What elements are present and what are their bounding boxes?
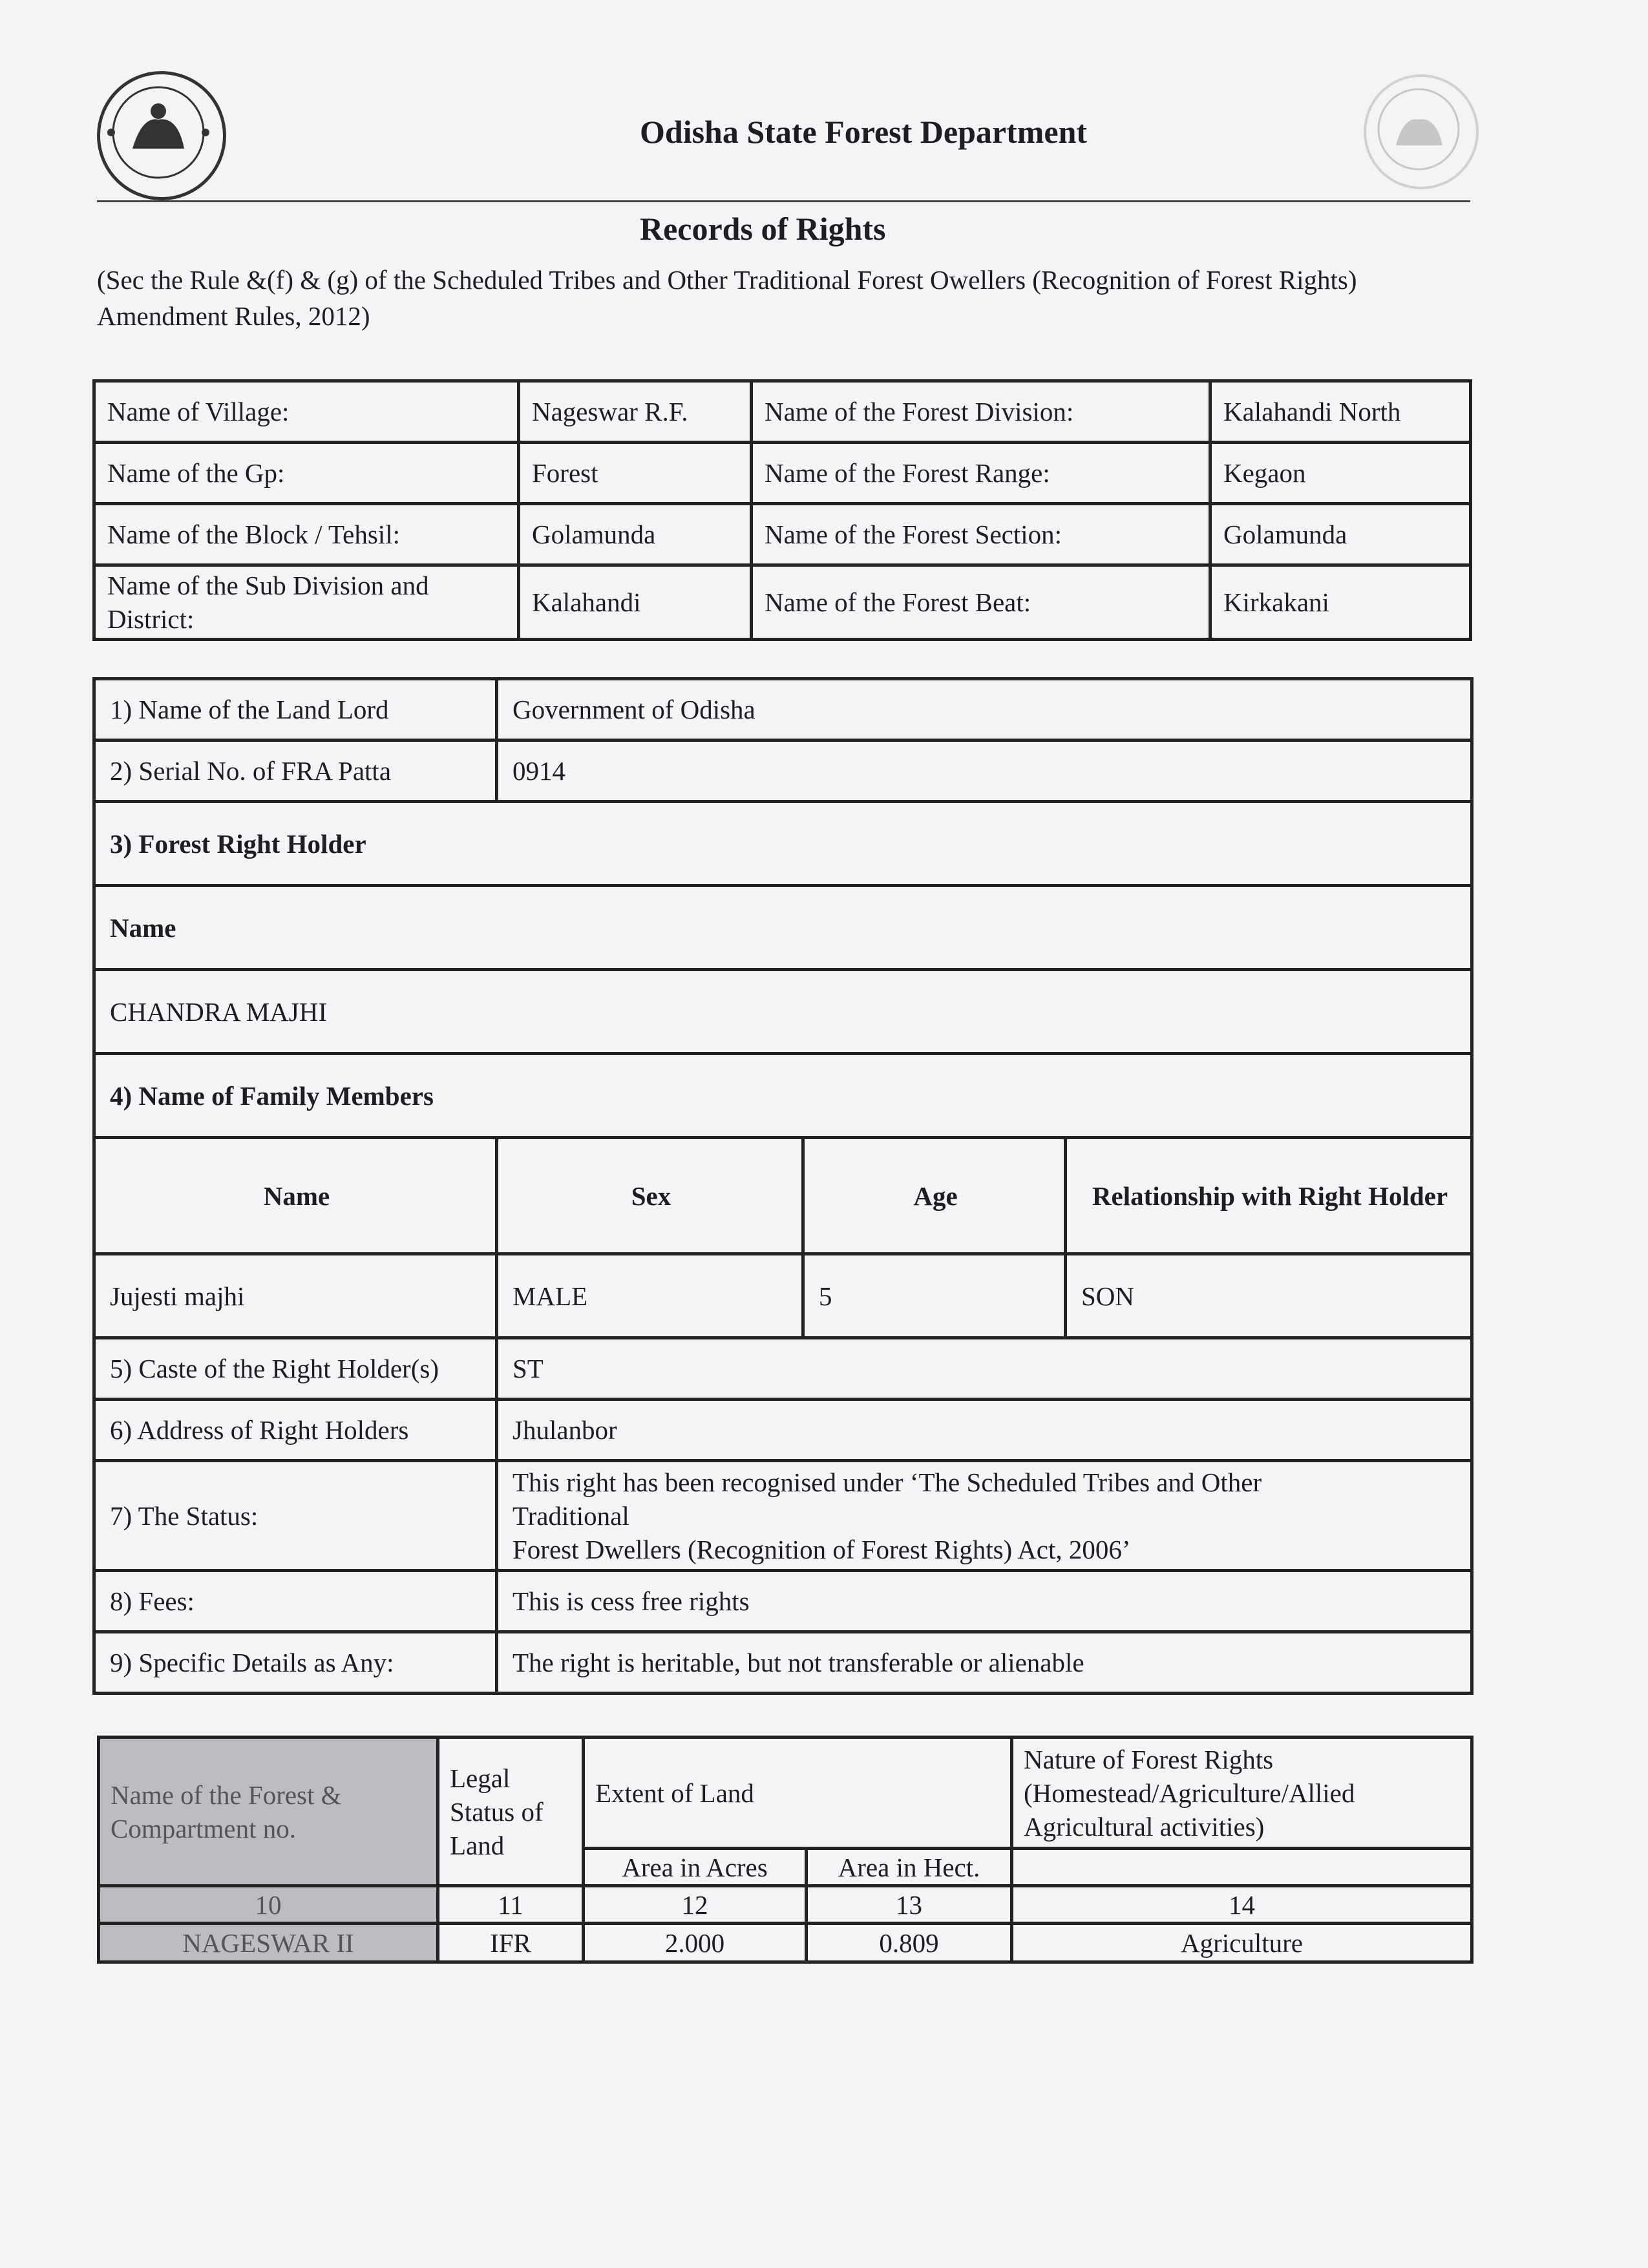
subdivision-value: Kalahandi — [519, 565, 752, 640]
section-value: Golamunda — [1210, 504, 1471, 565]
address-label: 6) Address of Right Holders — [94, 1400, 497, 1461]
land-lord-label: 1) Name of the Land Lord — [94, 679, 497, 740]
legal-status-value: IFR — [438, 1924, 584, 1962]
block-value: Golamunda — [519, 504, 752, 565]
col-number: 10 — [99, 1886, 438, 1924]
area-hect-value: 0.809 — [807, 1924, 1012, 1962]
col-area-hect: Area in Hect. — [807, 1849, 1012, 1886]
section-label: Name of the Forest Section: — [752, 504, 1210, 565]
col-number: 13 — [807, 1886, 1012, 1924]
location-table — [92, 379, 1472, 641]
header-divider — [97, 200, 1470, 202]
table-row — [94, 802, 1472, 886]
serial-value: 0914 — [497, 740, 1472, 802]
table-row — [94, 443, 1471, 504]
name-heading: Name — [94, 886, 1472, 970]
gp-value: Forest — [519, 443, 752, 504]
col-forest-name: Name of the Forest & Compartment no. — [99, 1738, 438, 1886]
land-data-row — [99, 1924, 1472, 1962]
beat-label: Name of the Forest Beat: — [752, 565, 1210, 640]
holder-heading: 3) Forest Right Holder — [94, 802, 1472, 886]
table-row — [94, 1400, 1472, 1461]
range-label: Name of the Forest Range: — [752, 443, 1210, 504]
col-area-acres: Area in Acres — [584, 1849, 807, 1886]
empty-cell — [1012, 1849, 1472, 1886]
table-row — [94, 565, 1471, 640]
table-row — [94, 1571, 1472, 1632]
family-member-row — [94, 1254, 1472, 1338]
village-value: Nageswar R.F. — [519, 381, 752, 443]
table-row — [94, 1632, 1472, 1694]
beat-value: Kirkakani — [1210, 565, 1471, 640]
table-row — [94, 970, 1472, 1054]
family-col-name: Name — [94, 1138, 497, 1254]
family-header-row — [94, 1138, 1472, 1254]
address-value: Jhulanbor — [497, 1400, 1472, 1461]
details-label: 9) Specific Details as Any: — [94, 1632, 497, 1694]
col-number: 12 — [584, 1886, 807, 1924]
member-relationship: SON — [1066, 1254, 1472, 1338]
document-title: Records of Rights — [640, 211, 886, 247]
status-value — [497, 1461, 1472, 1571]
table-row — [94, 504, 1471, 565]
status-line: This right has been recognised under ‘The Scheduled Tribes and Other — [512, 1467, 1262, 1497]
rule-reference: (Sec the Rule &(f) & (g) of the Scheduled Tribes and Other Traditional Forest Owellers (Recognition of Forest Rights) Amendment Rules, 2012) — [97, 265, 1357, 331]
odisha-emblem-left-icon — [97, 71, 226, 200]
table-row — [94, 740, 1472, 802]
village-label: Name of Village: — [94, 381, 519, 443]
land-table — [97, 1736, 1474, 1964]
status-line: Forest Dwellers (Recognition of Forest Rights) Act, 2006’ — [512, 1534, 1131, 1564]
table-row — [94, 1054, 1472, 1138]
col-number: 11 — [438, 1886, 584, 1924]
table-row — [94, 1461, 1472, 1571]
gp-label: Name of the Gp: — [94, 443, 519, 504]
col-nature: Nature of Forest Rights (Homestead/Agriculture/Allied Agricultural activities) — [1012, 1738, 1472, 1849]
fees-value: This is cess free rights — [497, 1571, 1472, 1632]
member-sex: MALE — [497, 1254, 803, 1338]
land-lord-value: Government of Odisha — [497, 679, 1472, 740]
family-col-age: Age — [803, 1138, 1066, 1254]
family-heading: 4) Name of Family Members — [94, 1054, 1472, 1138]
holder-name: CHANDRA MAJHI — [94, 970, 1472, 1054]
area-acres-value: 2.000 — [584, 1924, 807, 1962]
block-label: Name of the Block / Tehsil: — [94, 504, 519, 565]
land-header-row — [99, 1738, 1472, 1849]
table-row — [94, 886, 1472, 970]
status-label: 7) The Status: — [94, 1461, 497, 1571]
col-extent: Extent of Land — [584, 1738, 1012, 1849]
member-age: 5 — [803, 1254, 1066, 1338]
division-label: Name of the Forest Division: — [752, 381, 1210, 443]
caste-label: 5) Caste of the Right Holder(s) — [94, 1338, 497, 1400]
table-row — [94, 1338, 1472, 1400]
member-name: Jujesti majhi — [94, 1254, 497, 1338]
odisha-emblem-right-icon — [1364, 74, 1479, 189]
family-col-relationship: Relationship with Right Holder — [1066, 1138, 1472, 1254]
details-value: The right is heritable, but not transferable or alienable — [497, 1632, 1472, 1694]
col-legal-status: Legal Status of Land — [438, 1738, 584, 1886]
department-name: Odisha State Forest Department — [640, 114, 1088, 150]
family-col-sex: Sex — [497, 1138, 803, 1254]
range-value: Kegaon — [1210, 443, 1471, 504]
land-number-row — [99, 1886, 1472, 1924]
table-row — [94, 381, 1471, 443]
division-value: Kalahandi North — [1210, 381, 1471, 443]
serial-label: 2) Serial No. of FRA Patta — [94, 740, 497, 802]
subdivision-label: Name of the Sub Division and District: — [94, 565, 519, 640]
table-row — [94, 679, 1472, 740]
status-line: Traditional — [512, 1500, 629, 1531]
caste-value: ST — [497, 1338, 1472, 1400]
forest-name-value: NAGESWAR II — [99, 1924, 438, 1962]
col-number: 14 — [1012, 1886, 1472, 1924]
fees-label: 8) Fees: — [94, 1571, 497, 1632]
record-table — [92, 677, 1474, 1695]
nature-value: Agriculture — [1012, 1924, 1472, 1962]
